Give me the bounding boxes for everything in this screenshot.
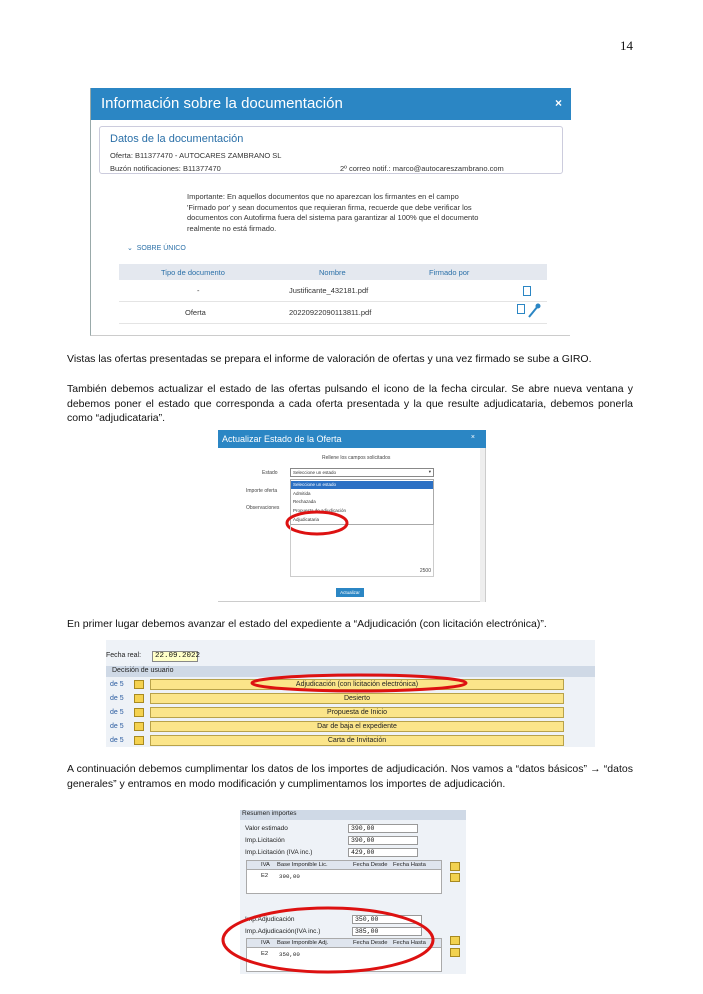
option[interactable]: Rechazada xyxy=(293,499,316,504)
decision-row xyxy=(106,706,595,720)
col-iva: IVA xyxy=(261,940,270,946)
estado-dialog-screenshot xyxy=(218,430,486,602)
select-value: Seleccione un estado xyxy=(293,470,337,475)
lic-iva-label: Imp.Licitación (IVA inc.) xyxy=(245,849,313,856)
decision-row xyxy=(106,734,595,748)
col-base: Base Imponible Lic. xyxy=(277,862,328,868)
fecha-value: 22.09.2022 xyxy=(155,652,201,660)
edit-icon[interactable] xyxy=(450,873,460,882)
correo-value: marco@autocareszambrano.com xyxy=(392,164,504,173)
row-index: de 5 xyxy=(110,709,124,716)
fecha-label: Fecha real: xyxy=(106,652,142,659)
edit-icon[interactable] xyxy=(450,948,460,957)
doc-info-screenshot xyxy=(90,88,570,336)
row-index: de 5 xyxy=(110,695,124,702)
decision-row xyxy=(106,720,595,734)
buzon-label: Buzón notificaciones: xyxy=(110,164,181,173)
oferta-value: B11377470 - AUTOCARES ZAMBRANO SL xyxy=(135,151,282,160)
lic-field[interactable]: 390,00 xyxy=(348,836,418,845)
decision-button[interactable]: Dar de baja el expediente xyxy=(150,721,564,732)
edit-icon[interactable] xyxy=(134,694,144,703)
option[interactable]: Adjudicataria xyxy=(293,517,320,522)
datos-box xyxy=(99,126,563,174)
row-index: de 5 xyxy=(110,723,124,730)
decision-button[interactable]: Adjudicación (con licitación electrónica) xyxy=(150,679,564,690)
close-icon[interactable]: × xyxy=(554,96,562,110)
decision-header: Decisión de usuario xyxy=(106,666,595,677)
grid-header xyxy=(247,861,441,870)
iva-grid-licitacion xyxy=(246,860,442,894)
importe-label: Importe oferta xyxy=(246,488,278,494)
details-icon[interactable] xyxy=(450,936,460,945)
sobre-label: SOBRE ÚNICO xyxy=(136,245,186,252)
importante-note: Importante: En aquellos documentos que no aparezcan los firmantes en el campo 'Firmado por' y sean documentos que requieran firma, recuerde que debe verificar los documentos con Autofirma fuera del sistema para garantizar al 100% que el documento realmente no está firmado. xyxy=(187,192,479,233)
decision-button[interactable]: Carta de Invitación xyxy=(150,735,564,746)
dialog-title: Actualizar Estado de la Oferta xyxy=(218,430,486,448)
adj-iva-label: Imp.Adjudicación(IVA inc.) xyxy=(245,928,321,935)
highlight-ellipse xyxy=(248,671,470,695)
paragraph-3: En primer lugar debemos avanzar el estado del expediente a “Adjudicación (con licitación electrónica)”. xyxy=(67,618,547,630)
actualizar-button[interactable]: Actualizar xyxy=(336,588,364,597)
doc-table-header xyxy=(119,264,547,280)
estado-select[interactable] xyxy=(290,468,434,477)
section-title: Datos de la documentación xyxy=(110,133,244,145)
row-index: de 5 xyxy=(110,737,124,744)
importes-screenshot xyxy=(240,810,466,974)
sign-icon[interactable] xyxy=(527,303,541,319)
download-icon[interactable] xyxy=(523,286,531,296)
adj-field[interactable]: 350,00 xyxy=(352,915,422,924)
download-icon[interactable] xyxy=(517,304,525,314)
col-hasta: Fecha Hasta xyxy=(393,862,426,868)
decision-button[interactable]: Desierto xyxy=(150,693,564,704)
cell-base[interactable]: 390,00 xyxy=(279,873,300,880)
table-row xyxy=(119,302,547,324)
cell-iva[interactable]: E2 xyxy=(261,873,269,879)
row-tipo: Oferta xyxy=(185,308,206,317)
details-icon[interactable] xyxy=(450,862,460,871)
dialog-title: Información sobre la documentación xyxy=(91,88,571,120)
col-base: Base Imponible Adj. xyxy=(277,940,329,946)
oferta-label: Oferta: xyxy=(110,151,133,160)
close-icon[interactable]: × xyxy=(470,434,475,441)
subtitle: Rellene los campos solicitados xyxy=(322,455,391,461)
option[interactable]: Admitida xyxy=(293,491,311,496)
scrollbar[interactable] xyxy=(480,448,485,602)
buzon-value: B11377470 xyxy=(182,164,221,173)
valor-field[interactable]: 390,00 xyxy=(348,824,418,833)
col-tipo: Tipo de documento xyxy=(161,268,225,277)
estado-label: Estado xyxy=(262,470,278,476)
row-nombre[interactable]: 20220922090113811.pdf xyxy=(289,308,372,317)
observaciones-label: Observaciones xyxy=(246,505,280,511)
row-tipo: - xyxy=(197,286,200,295)
chevron-down-icon: ⌄ xyxy=(127,245,133,252)
col-firmado: Firmado por xyxy=(429,268,470,277)
col-desde: Fecha Desde xyxy=(353,940,388,946)
paragraph-1: Vistas las ofertas presentadas se prepara el informe de valoración de ofertas y una vez firmado se sube a GIRO. xyxy=(67,353,592,365)
decision-button[interactable]: Propuesta de Inicio xyxy=(150,707,564,718)
page-number: 14 xyxy=(620,38,633,53)
table-row xyxy=(119,280,547,302)
decision-screenshot xyxy=(106,640,595,747)
cell-iva[interactable]: E2 xyxy=(261,951,269,957)
valor-label: Valor estimado xyxy=(245,825,288,832)
edit-icon[interactable] xyxy=(134,680,144,689)
edit-icon[interactable] xyxy=(134,736,144,745)
option[interactable]: Seleccione un estado xyxy=(291,481,433,489)
paragraph-4: A continuación debemos cumplimentar los datos de los importes de adjudicación. Nos vamos a “datos básicos” → “datos generales” y entramos en modo modificación y cumplimentamos los importes de adjudicación. xyxy=(67,763,633,790)
edit-icon[interactable] xyxy=(134,722,144,731)
char-counter: 2500 xyxy=(419,568,431,574)
col-hasta: Fecha Hasta xyxy=(393,940,426,946)
importes-title: Resumen importes xyxy=(240,810,466,820)
highlight-ellipse xyxy=(218,902,448,978)
adj-iva-field[interactable]: 385,00 xyxy=(352,927,422,936)
row-nombre[interactable]: Justificante_432181.pdf xyxy=(289,286,369,295)
sobre-toggle[interactable] xyxy=(127,244,186,252)
paragraph-2: También debemos actualizar el estado de las ofertas pulsando el icono de la fecha circular. Se abre nueva ventana y debemos poner el estado que corresponda a cada oferta presentada y la que resulte adjudicataria, debemos ponerla como “adjudicataria”. xyxy=(67,383,633,424)
row-index: de 5 xyxy=(110,681,124,688)
chevron-down-icon: ▾ xyxy=(428,469,431,474)
observaciones-textarea[interactable] xyxy=(290,525,434,577)
edit-icon[interactable] xyxy=(134,708,144,717)
adj-label: Imp.Adjudicación xyxy=(245,916,295,923)
lic-iva-field[interactable]: 429,00 xyxy=(348,848,418,857)
correo-label: 2º correo notif.: xyxy=(340,164,391,173)
option[interactable]: Propuesta de adjudicación xyxy=(293,508,347,513)
col-nombre: Nombre xyxy=(319,268,346,277)
col-desde: Fecha Desde xyxy=(353,862,388,868)
lic-label: Imp.Licitación xyxy=(245,837,285,844)
fecha-input[interactable] xyxy=(152,651,201,662)
col-iva: IVA xyxy=(261,862,270,868)
cell-base[interactable]: 350,00 xyxy=(279,951,300,958)
